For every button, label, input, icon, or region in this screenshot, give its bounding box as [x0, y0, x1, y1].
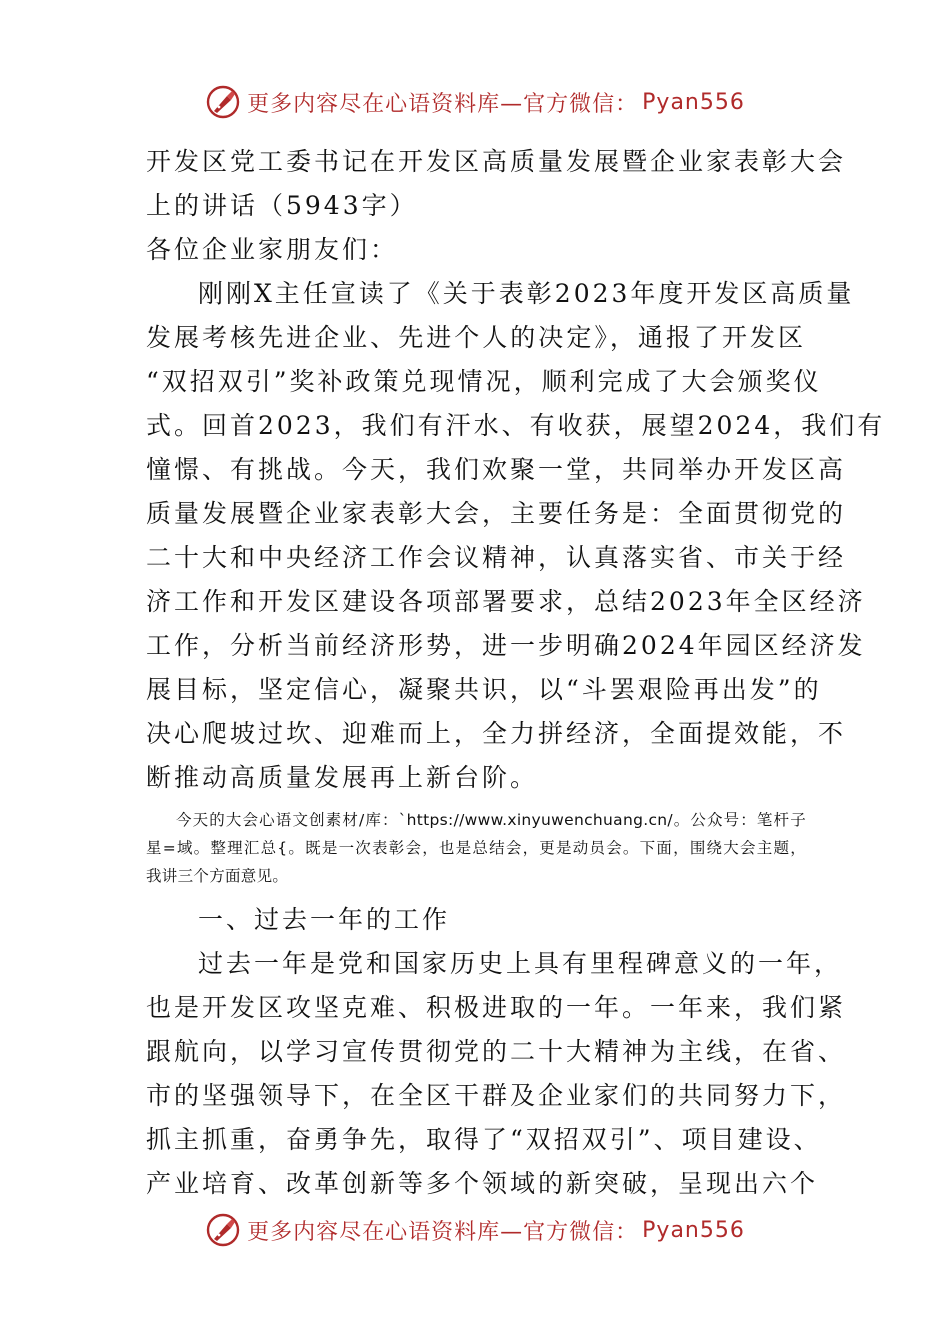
document-body [146, 140, 886, 1206]
paragraph-line: 断推动高质量发展再上新台阶。 [146, 763, 539, 792]
paragraph-line: 济工作和开发区建设各项部署要求，总结2023年全区经济 [146, 587, 866, 616]
paragraph-line: 质量发展暨企业家表彰大会，主要任务是：全面贯彻党的 [146, 499, 847, 528]
paragraph-line: 发展考核先进企业、先进个人的决定》，通报了开发区 [146, 323, 806, 352]
paragraph-line: 市的坚强领导下，在全区干群及企业家们的共同努力下， [146, 1081, 847, 1110]
banner-wechat-id: Pyan556 [642, 89, 745, 115]
paragraph-line: 工作，分析当前经济形势，进一步明确2024年园区经济发 [146, 631, 866, 660]
paragraph-line: 决心爬坡过坎、迎难而上，全力拼经济，全面提效能，不 [146, 719, 847, 748]
section-heading: 一、过去一年的工作 [198, 905, 451, 934]
paragraph-line: 也是开发区攻坚克难、积极进取的一年。一年来，我们紧 [146, 993, 847, 1022]
banner-wechat-id: Pyan556 [642, 1217, 745, 1243]
salutation: 各位企业家朋友们： [146, 235, 399, 264]
banner-text: 更多内容尽在心语资料库—官方微信： [247, 91, 639, 117]
paragraph-line: 抓主抓重，奋勇争先，取得了“双招双引”、项目建设、 [146, 1125, 822, 1154]
small-print-line: 星=域。整理汇总{。既是一次表彰会，也是总结会，更是动员会。下面，围绕大会主题， [146, 839, 806, 857]
small-print-text: 今天的大会心语文创素材/库：`https://www.xinyuwenchuang.cn/。公众号：笔杆子 [176, 811, 806, 829]
footer-watermark-banner [0, 1210, 950, 1250]
paragraph-line: 憧憬、有挑战。今天，我们欢聚一堂，共同举办开发区高 [146, 455, 847, 484]
paragraph-line: 式。回首2023，我们有汗水、有收获，展望2024，我们有 [146, 411, 886, 440]
pen-nib-icon [205, 1212, 241, 1248]
paragraph-line: “双招双引”奖补政策兑现情况，顺利完成了大会颁奖仪 [146, 367, 822, 396]
paragraph-line: 刚刚X主任宣读了《关于表彰2023年度开发区高质量 [198, 279, 855, 308]
paragraph-line: 产业培育、改革创新等多个领域的新突破，呈现出六个 [146, 1169, 819, 1198]
banner-text: 更多内容尽在心语资料库—官方微信： [247, 1219, 639, 1245]
paragraph-line: 二十大和中央经济工作会议精神，认真落实省、市关于经 [146, 543, 847, 572]
paragraph-line: 跟航向，以学习宣传贯彻党的二十大精神为主线，在省、 [146, 1037, 847, 1066]
document-title-line-1: 开发区党工委书记在开发区高质量发展暨企业家表彰大会 [146, 147, 847, 176]
small-print-line [146, 806, 806, 834]
document-title-line-2: 上的讲话（5943字） [146, 191, 418, 220]
header-watermark-banner [0, 82, 950, 122]
paragraph-line: 展目标，坚定信心，凝聚共识，以“斗罢艰险再出发”的 [146, 675, 822, 704]
pen-nib-icon [205, 84, 241, 120]
paragraph-line: 过去一年是党和国家历史上具有里程碑意义的一年， [198, 949, 843, 978]
small-print-paragraph [146, 806, 806, 890]
small-print-line: 我讲三个方面意见。 [146, 867, 289, 885]
